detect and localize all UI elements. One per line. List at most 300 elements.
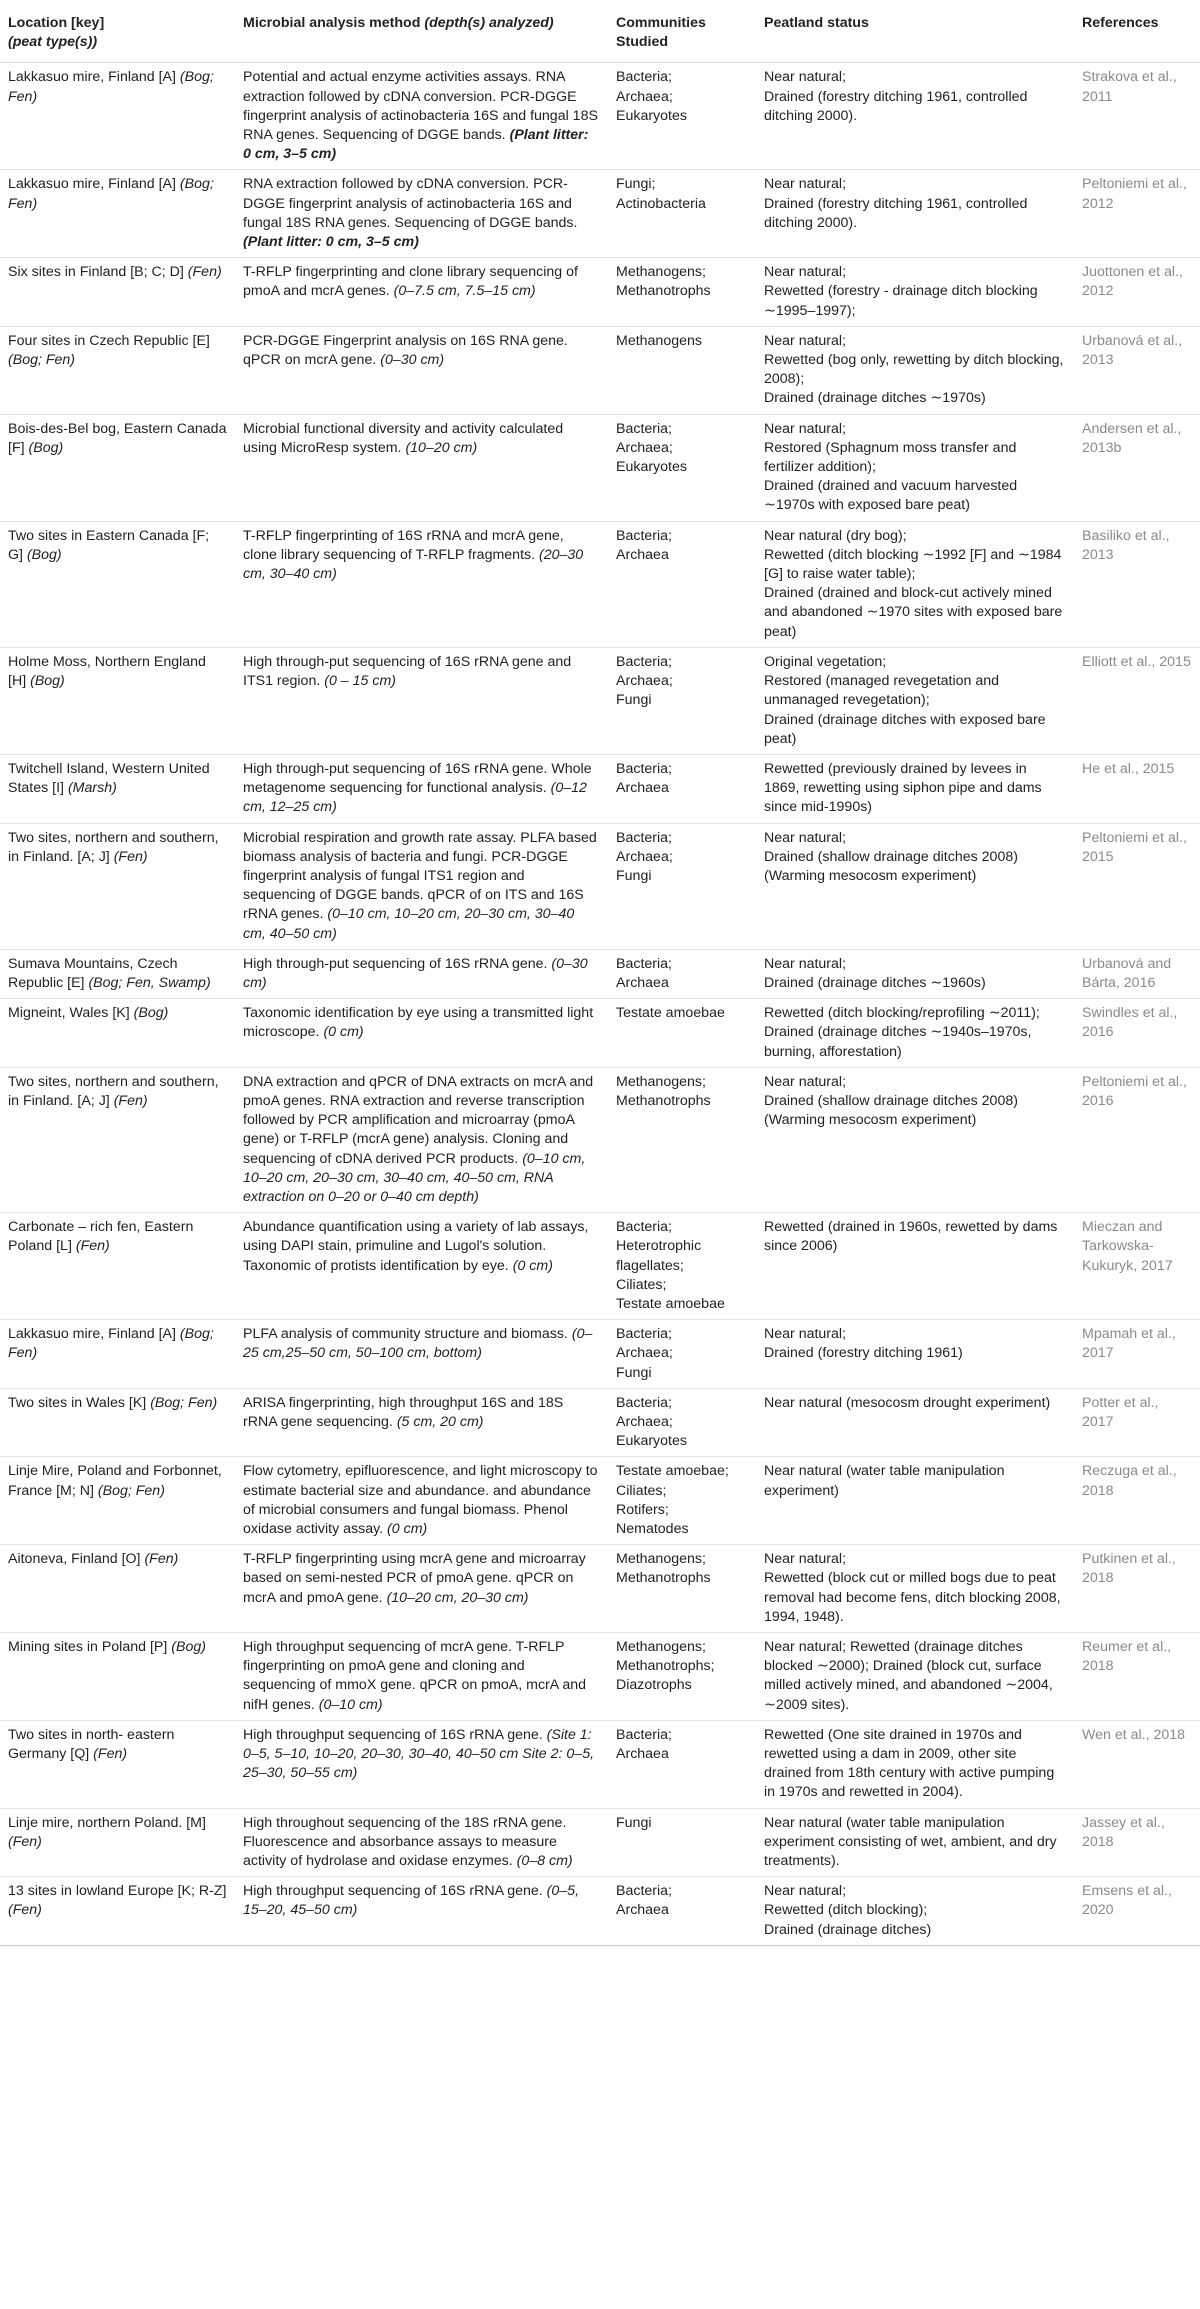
location-cell xyxy=(0,1213,235,1320)
table-row xyxy=(0,823,1200,949)
status-item: Drained (drained and block-cut actively mined and abandoned ∼1970 sites with exposed bare peat) xyxy=(764,585,1063,640)
peat-type: (Bog; Fen, Swamp) xyxy=(88,974,211,991)
method-cell xyxy=(235,521,608,647)
method-cell xyxy=(235,1545,608,1633)
header-method-sub: (depth(s) analyzed) xyxy=(424,15,554,31)
method-text: T-RFLP fingerprinting and clone library sequencing of pmoA and mcrA genes. xyxy=(243,264,578,300)
status-item: Near natural; xyxy=(764,264,847,281)
status-item: Rewetted (bog only, rewetting by ditch blocking, 2008); xyxy=(764,352,1064,388)
location-cell xyxy=(0,1633,235,1721)
community-item: Testate amoebae xyxy=(616,1295,725,1312)
method-cell xyxy=(235,1213,608,1320)
status-item: Near natural; xyxy=(764,829,847,846)
header-communities: Communities Studied xyxy=(608,0,756,63)
communities-cell xyxy=(608,999,756,1068)
method-cell xyxy=(235,1457,608,1545)
status-item: Near natural; xyxy=(764,955,847,972)
community-item: Bacteria; xyxy=(616,1326,672,1343)
location-text: Two sites, northern and southern, in Finland. [A; J] xyxy=(8,1073,219,1109)
status-cell xyxy=(756,414,1074,521)
peat-type: (Bog) xyxy=(26,546,62,563)
depth-text: (0–10 cm) xyxy=(318,1696,383,1713)
community-item: Fungi xyxy=(616,692,652,709)
table-row xyxy=(0,1720,1200,1808)
table-row xyxy=(0,1213,1200,1320)
communities-cell xyxy=(608,326,756,414)
peat-type: (Fen) xyxy=(8,1902,42,1919)
communities-cell xyxy=(608,1320,756,1389)
status-item: Drained (shallow drainage ditches 2008) xyxy=(764,848,1018,865)
location-cell xyxy=(0,1877,235,1946)
location-text: Two sites, northern and southern, in Finland. [A; J] xyxy=(8,829,219,865)
peat-type: (Marsh) xyxy=(67,780,117,797)
communities-cell xyxy=(608,1213,756,1320)
status-item: Near natural; xyxy=(764,1551,847,1568)
status-item: Drained (forestry ditching 1961) xyxy=(764,1345,963,1362)
community-item: Bacteria; xyxy=(616,653,672,670)
status-item: Restored (Sphagnum moss transfer and fertilizer addition); xyxy=(764,439,1017,476)
peat-type: (Fen) xyxy=(113,848,148,865)
location-cell xyxy=(0,1320,235,1389)
location-cell xyxy=(0,1545,235,1633)
community-item: Methanogens; xyxy=(616,264,706,281)
table-row xyxy=(0,170,1200,258)
status-cell xyxy=(756,1320,1074,1389)
status-cell xyxy=(756,1213,1074,1320)
peat-type: (Bog) xyxy=(171,1639,206,1656)
status-cell xyxy=(756,754,1074,823)
location-cell xyxy=(0,949,235,998)
status-item: Drained (forestry ditching 1961, controlled ditching 2000). xyxy=(764,195,1028,231)
status-item: Rewetted (One site drained in 1970s and rewetted using a dam in 2009, other site drained from 18th century with active pumping in 1970s and rewetted in 2004). xyxy=(764,1726,1055,1801)
location-text: Bois-des-Bel bog, Eastern Canada [F] xyxy=(8,420,227,456)
location-text: Carbonate – rich fen, Eastern Poland [L] xyxy=(8,1219,194,1255)
community-item: Bacteria; xyxy=(616,760,672,777)
location-cell xyxy=(0,1720,235,1808)
status-cell xyxy=(756,949,1074,998)
depth-text: (10–20 cm) xyxy=(405,439,478,456)
table-row xyxy=(0,326,1200,414)
method-cell xyxy=(235,1633,608,1721)
table-row xyxy=(0,1320,1200,1389)
method-text: DNA extraction and qPCR of DNA extracts on mcrA and pmoA genes. RNA extraction and reverse transcription followed by PCR amplification and microarray (pmoA gene) or T-RFLP (mcrA gene) analysis. Cloning and sequencing of cDNA derived PCR products. xyxy=(243,1073,594,1167)
method-text: T-RFLP fingerprinting of 16S rRNA and mcrA gene, clone library sequencing of T-RFLP fragments. xyxy=(243,527,564,563)
communities-cell xyxy=(608,754,756,823)
method-cell xyxy=(235,170,608,258)
status-item: Original vegetation; xyxy=(764,653,887,670)
method-text: PLFA analysis of community structure and biomass. xyxy=(243,1326,568,1343)
header-location xyxy=(0,0,235,63)
community-item: Archaea xyxy=(616,1902,669,1919)
method-text: Microbial respiration and growth rate assay. PLFA based biomass analysis of bacteria and fungi. PCR-DGGE fingerprint analysis of fungal ITS1 region and sequencing of DGGE bands. qPCR of on ITS and 16S rRNA genes. xyxy=(243,829,597,923)
community-item: Methanogens xyxy=(616,332,702,349)
community-item: Fungi xyxy=(616,1814,652,1831)
header-location-label: Location [key] xyxy=(8,15,105,31)
location-cell xyxy=(0,823,235,949)
table-row xyxy=(0,999,1200,1068)
depth-text: (Site 1: 0–5, 5–10, 10–20, 20–30, 30–40, 40–50 cm Site 2: 0–5, 25–30, 50–55 cm) xyxy=(243,1726,595,1782)
community-item: Rotifers; xyxy=(616,1501,669,1518)
reference-link[interactable]: Reczuga et al., 2018 xyxy=(1074,1457,1200,1545)
method-cell xyxy=(235,326,608,414)
reference-link[interactable]: Urbanová and Bárta, 2016 xyxy=(1074,949,1200,998)
table-row xyxy=(0,414,1200,521)
location-text: Holme Moss, Northern England [H] xyxy=(8,653,206,690)
reference-link[interactable]: Andersen et al., 2013b xyxy=(1074,414,1200,521)
method-cell xyxy=(235,414,608,521)
depth-text: (Plant litter: 0 cm, 3–5 cm) xyxy=(243,234,419,251)
peat-type: (Fen) xyxy=(144,1551,179,1568)
reference-link[interactable]: Basiliko et al., 2013 xyxy=(1074,521,1200,647)
community-item: Archaea; xyxy=(616,439,673,456)
peat-type: (Bog; Fen) xyxy=(8,176,214,212)
reference-link[interactable]: Putkinen et al., 2018 xyxy=(1074,1545,1200,1633)
status-cell xyxy=(756,521,1074,647)
reference-link[interactable]: Strakova et al., 2011 xyxy=(1074,63,1200,170)
communities-cell xyxy=(608,1545,756,1633)
method-text: Abundance quantification using a variety of lab assays, using DAPI stain, primuline and Lugol's solution. Taxonomic of protists identification by eye. xyxy=(243,1219,589,1274)
reference-link[interactable]: Peltoniemi et al., 2012 xyxy=(1074,170,1200,258)
method-cell xyxy=(235,63,608,170)
status-item: Drained (drainage ditches ∼1970s) xyxy=(764,390,986,407)
header-references: References xyxy=(1074,0,1200,63)
method-cell xyxy=(235,949,608,998)
community-item: Eukaryotes xyxy=(616,459,687,476)
table-row xyxy=(0,63,1200,170)
method-cell xyxy=(235,1720,608,1808)
status-item: Rewetted (previously drained by levees in 1869, rewetting using siphon pipe and dams since mid-1990s) xyxy=(764,760,1042,816)
status-cell xyxy=(756,823,1074,949)
status-item: Near natural (mesocosm drought experiment) xyxy=(764,1394,1051,1411)
community-item: Bacteria; xyxy=(616,1219,672,1236)
status-item: Rewetted (drained in 1960s, rewetted by dams since 2006) xyxy=(764,1219,1058,1255)
communities-cell xyxy=(608,647,756,754)
method-text: Microbial functional diversity and activity calculated using MicroResp system. xyxy=(243,420,564,456)
location-text: Sumava Mountains, Czech Republic [E] xyxy=(8,955,178,991)
depth-text: (0–8 cm) xyxy=(516,1853,573,1870)
status-item: Rewetted (block cut or milled bogs due to peat removal had become fens, ditch blocking 2008, 1994, 1948). xyxy=(764,1570,1061,1625)
method-text: High through-put sequencing of 16S rRNA gene. Whole metagenome sequencing for functional analysis. xyxy=(243,760,592,797)
community-item: Fungi; xyxy=(616,176,656,193)
status-item: Rewetted (ditch blocking ∼1992 [F] and ∼1984 [G] to raise water table); xyxy=(764,546,1062,583)
community-item: Ciliates; xyxy=(616,1482,667,1499)
community-item: Bacteria; xyxy=(616,1394,672,1411)
location-text: Mining sites in Poland [P] xyxy=(8,1639,168,1656)
status-cell xyxy=(756,647,1074,754)
reference-link[interactable]: Reumer et al., 2018 xyxy=(1074,1633,1200,1721)
method-text: Taxonomic identification by eye using a transmitted light microscope. xyxy=(243,1005,594,1041)
communities-cell xyxy=(608,170,756,258)
location-text: Two sites in Wales [K] xyxy=(8,1394,147,1411)
reference-link[interactable]: He et al., 2015 xyxy=(1074,754,1200,823)
header-method xyxy=(235,0,608,63)
depth-text: (0–25 cm,25–50 cm, 50–100 cm, bottom) xyxy=(243,1326,593,1362)
depth-text: (0–30 cm) xyxy=(243,955,588,991)
community-item: Testate amoebae; xyxy=(616,1463,729,1480)
method-cell xyxy=(235,1808,608,1877)
communities-cell xyxy=(608,1720,756,1808)
depth-text: (20–30 cm, 30–40 cm) xyxy=(243,546,584,583)
location-text: Lakkasuo mire, Finland [A] xyxy=(8,176,176,193)
peat-type: (Fen) xyxy=(187,264,222,281)
location-cell xyxy=(0,999,235,1068)
method-text: PCR-DGGE Fingerprint analysis on 16S RNA gene. qPCR on mcrA gene. xyxy=(243,332,568,369)
reference-link[interactable]: Wen et al., 2018 xyxy=(1074,1720,1200,1808)
header-status: Peatland status xyxy=(756,0,1074,63)
method-text: Potential and actual enzyme activities assays. RNA extraction followed by cDNA conversion. PCR-DGGE fingerprint analysis of actinobacteria 16S and fungal 18S RNA genes. Sequencing of DGGE bands. xyxy=(243,69,598,144)
community-item: Methanogens; xyxy=(616,1551,706,1568)
method-text: High through-put sequencing of 16S rRNA gene and ITS1 region. xyxy=(243,653,572,690)
peat-type: (Bog) xyxy=(133,1005,169,1022)
community-item: Methanotrophs xyxy=(616,1570,711,1587)
depth-text: (0–30 cm) xyxy=(380,352,445,369)
status-item: (Warming mesocosm experiment) xyxy=(764,867,977,884)
community-item: Methanotrophs xyxy=(616,283,711,300)
reference-link[interactable]: Jassey et al., 2018 xyxy=(1074,1808,1200,1877)
reference-link[interactable]: Peltoniemi et al., 2015 xyxy=(1074,823,1200,949)
depth-text: (0–5, 15–20, 45–50 cm) xyxy=(243,1883,580,1919)
reference-link[interactable]: Urbanová et al., 2013 xyxy=(1074,326,1200,414)
community-item: Methanogens; xyxy=(616,1639,706,1656)
location-cell xyxy=(0,414,235,521)
community-item: Bacteria; xyxy=(616,829,672,846)
location-text: 13 sites in lowland Europe [K; R-Z] xyxy=(8,1883,227,1900)
method-cell xyxy=(235,1320,608,1389)
status-cell xyxy=(756,1877,1074,1946)
status-item: Near natural; xyxy=(764,1073,847,1090)
status-item: Near natural; xyxy=(764,69,847,86)
community-item: Ciliates; xyxy=(616,1276,667,1293)
depth-text: (0–10 cm, 10–20 cm, 20–30 cm, 30–40 cm, 40–50 cm) xyxy=(243,906,575,942)
peat-type: (Fen) xyxy=(93,1746,128,1763)
community-item: Archaea xyxy=(616,1746,669,1763)
status-item: Drained (drainage ditches ∼1960s) xyxy=(764,974,986,991)
reference-link[interactable]: Mieczan and Tarkowska-Kukuryk, 2017 xyxy=(1074,1213,1200,1320)
status-item: Drained (drained and vacuum harvested ∼1970s with exposed bare peat) xyxy=(764,478,1018,514)
community-item: Bacteria; xyxy=(616,420,672,437)
depth-text: (5 cm, 20 cm) xyxy=(396,1414,484,1430)
table-body xyxy=(0,63,1200,1945)
location-cell xyxy=(0,258,235,327)
community-item: Archaea xyxy=(616,546,669,563)
status-item: Drained (forestry ditching 1961, controlled ditching 2000). xyxy=(764,88,1028,124)
communities-cell xyxy=(608,1808,756,1877)
location-text: Four sites in Czech Republic [E] xyxy=(8,332,210,349)
communities-cell xyxy=(608,949,756,998)
table-row xyxy=(0,1388,1200,1457)
location-cell xyxy=(0,1457,235,1545)
community-item: Nematodes xyxy=(616,1521,689,1538)
status-item: Near natural; xyxy=(764,332,847,349)
peat-type: (Bog) xyxy=(30,673,65,690)
community-item: Testate amoebae xyxy=(616,1005,725,1022)
table-row xyxy=(0,1545,1200,1633)
location-cell xyxy=(0,326,235,414)
status-cell xyxy=(756,1545,1074,1633)
location-cell xyxy=(0,1067,235,1212)
status-item: Drained (shallow drainage ditches 2008) xyxy=(764,1092,1018,1109)
location-text: Linje Mire, Poland and Forbonnet, France [M; N] xyxy=(8,1463,222,1499)
peat-type: (Bog; Fen) xyxy=(8,69,214,105)
method-cell xyxy=(235,754,608,823)
table-row xyxy=(0,1067,1200,1212)
reference-link[interactable]: Swindles et al., 2016 xyxy=(1074,999,1200,1068)
status-cell xyxy=(756,999,1074,1068)
location-cell xyxy=(0,170,235,258)
method-text: ARISA fingerprinting, high throughput 16S and 18S rRNA gene sequencing. xyxy=(243,1394,564,1430)
status-cell xyxy=(756,1808,1074,1877)
communities-cell xyxy=(608,1457,756,1545)
header-row xyxy=(0,0,1200,63)
community-item: Archaea; xyxy=(616,1414,673,1430)
depth-text: (0 cm) xyxy=(323,1024,364,1041)
community-item: Fungi xyxy=(616,867,652,884)
community-item: Fungi xyxy=(616,1364,652,1381)
community-item: Archaea xyxy=(616,974,669,991)
method-cell xyxy=(235,258,608,327)
method-cell xyxy=(235,1877,608,1946)
method-cell xyxy=(235,999,608,1068)
reference-link[interactable]: Potter et al., 2017 xyxy=(1074,1388,1200,1457)
community-item: Bacteria; xyxy=(616,527,672,544)
community-item: Archaea; xyxy=(616,848,673,865)
status-item: Rewetted (ditch blocking/reprofiling ∼2011); Drained (drainage ditches ∼1940s–1970s, burning, afforestation) xyxy=(764,1005,1040,1060)
reference-link[interactable]: Emsens et al., 2020 xyxy=(1074,1877,1200,1946)
community-item: Archaea; xyxy=(616,1345,673,1362)
method-text: Flow cytometry, epifluorescence, and light microscopy to estimate bacterial size and abundance. and abundance of microbial consumers and fungal biomass. Phenol oxidase activity assay. xyxy=(243,1463,598,1538)
status-cell xyxy=(756,170,1074,258)
status-cell xyxy=(756,1457,1074,1545)
status-cell xyxy=(756,63,1074,170)
depth-text: (0 – 15 cm) xyxy=(324,673,396,690)
header-method-label: Microbial analysis method xyxy=(243,15,421,31)
table-row xyxy=(0,258,1200,327)
depth-text: (0 cm) xyxy=(387,1521,428,1538)
location-cell xyxy=(0,647,235,754)
status-item: Rewetted (ditch blocking); xyxy=(764,1902,928,1919)
community-item: Diazotrophs xyxy=(616,1677,692,1694)
status-item: Near natural; Rewetted (drainage ditches blocked ∼2000); Drained (block cut, surface milled actively mined, and abandoned ∼2004, ∼2009 sites). xyxy=(764,1639,1053,1713)
status-item: Near natural (water table manipulation experiment consisting of wet, ambient, and dry treatments). xyxy=(764,1814,1057,1870)
status-cell xyxy=(756,258,1074,327)
reference-link[interactable]: Elliott et al., 2015 xyxy=(1074,647,1200,754)
communities-cell xyxy=(608,63,756,170)
peat-type: (Fen) xyxy=(113,1092,148,1109)
reference-link[interactable]: Peltoniemi et al., 2016 xyxy=(1074,1067,1200,1212)
reference-link[interactable]: Mpamah et al., 2017 xyxy=(1074,1320,1200,1389)
community-item: Archaea; xyxy=(616,88,673,105)
location-text: Linje mire, northern Poland. [M] xyxy=(8,1814,206,1831)
community-item: Eukaryotes xyxy=(616,107,687,124)
location-cell xyxy=(0,1808,235,1877)
method-text: High throughout sequencing of the 18S rRNA gene. Fluorescence and absorbance assays to measure activity of hydrolase and oxidase enzymes. xyxy=(243,1814,567,1870)
community-item: Archaea xyxy=(616,780,669,797)
status-item: Near natural; xyxy=(764,1326,847,1343)
peat-type: (Bog; Fen) xyxy=(97,1482,165,1499)
method-cell xyxy=(235,647,608,754)
status-item: Drained (drainage ditches with exposed bare peat) xyxy=(764,711,1046,747)
depth-text: (0 cm) xyxy=(512,1257,553,1274)
location-text: Two sites in Eastern Canada [F; G] xyxy=(8,527,210,563)
header-location-sub: (peat type(s)) xyxy=(8,34,98,51)
status-item: Restored (managed revegetation and unmanaged revegetation); xyxy=(764,673,1000,709)
status-cell xyxy=(756,1067,1074,1212)
community-item: Bacteria; xyxy=(616,1726,672,1743)
communities-cell xyxy=(608,1633,756,1721)
status-item: Near natural (water table manipulation experiment) xyxy=(764,1463,1005,1499)
community-item: Archaea; xyxy=(616,673,673,690)
status-cell xyxy=(756,326,1074,414)
community-item: Heterotrophic flagellates; xyxy=(616,1238,702,1274)
peat-type: (Fen) xyxy=(8,1833,42,1850)
peat-type: (Bog; Fen) xyxy=(8,352,76,369)
location-text: Two sites in north- eastern Germany [Q] xyxy=(8,1726,175,1763)
community-item: Bacteria; xyxy=(616,955,672,972)
status-item: Near natural; xyxy=(764,176,847,193)
community-item: Bacteria; xyxy=(616,1883,672,1900)
method-text: High throughput sequencing of 16S rRNA gene. xyxy=(243,1883,543,1900)
table-row xyxy=(0,1633,1200,1721)
status-item: (Warming mesocosm experiment) xyxy=(764,1112,977,1129)
status-item: Near natural; xyxy=(764,1883,847,1900)
location-cell xyxy=(0,521,235,647)
method-cell xyxy=(235,1388,608,1457)
communities-cell xyxy=(608,414,756,521)
location-text: Six sites in Finland [B; C; D] xyxy=(8,264,184,281)
depth-text: (0–12 cm, 12–25 cm) xyxy=(243,780,587,816)
peat-type: (Bog; Fen) xyxy=(8,1326,214,1362)
table-row xyxy=(0,647,1200,754)
community-item: Eukaryotes xyxy=(616,1433,687,1450)
community-item: Methanotrophs; xyxy=(616,1658,715,1675)
status-cell xyxy=(756,1633,1074,1721)
communities-cell xyxy=(608,823,756,949)
method-text: RNA extraction followed by cDNA conversion. PCR-DGGE fingerprint analysis of actinobacteria 16S and fungal 18S RNA genes. Sequencing of DGGE bands. xyxy=(243,176,578,231)
location-cell xyxy=(0,754,235,823)
reference-link[interactable]: Juottonen et al., 2012 xyxy=(1074,258,1200,327)
location-text: Migneint, Wales [K] xyxy=(8,1005,130,1022)
table-row xyxy=(0,521,1200,647)
communities-cell xyxy=(608,258,756,327)
communities-cell xyxy=(608,1877,756,1946)
table-row xyxy=(0,754,1200,823)
table-row xyxy=(0,1877,1200,1946)
community-item: Bacteria; xyxy=(616,69,672,86)
peat-type: (Fen) xyxy=(75,1238,110,1255)
depth-text: (0–7.5 cm, 7.5–15 cm) xyxy=(393,283,536,300)
method-text: High throughput sequencing of mcrA gene. T-RFLP fingerprinting on pmoA gene and cloning and sequencing of mmoX gene. qPCR on pmoA, mcrA and nifH genes. xyxy=(243,1639,587,1713)
method-cell xyxy=(235,1067,608,1212)
community-item: Actinobacteria xyxy=(616,195,706,212)
depth-text: (Plant litter: 0 cm, 3–5 cm) xyxy=(243,127,589,163)
status-item: Drained (drainage ditches) xyxy=(764,1921,932,1938)
table-row xyxy=(0,1808,1200,1877)
status-item: Near natural (dry bog); xyxy=(764,527,907,544)
status-item: Rewetted (forestry - drainage ditch blocking ∼1995–1997); xyxy=(764,283,1038,319)
location-text: Lakkasuo mire, Finland [A] xyxy=(8,69,176,86)
location-text: Twitchell Island, Western United States [I] xyxy=(8,760,210,797)
table-row xyxy=(0,949,1200,998)
communities-cell xyxy=(608,521,756,647)
peat-type: (Bog) xyxy=(28,439,64,456)
method-text: High throughput sequencing of 16S rRNA gene. xyxy=(243,1726,543,1743)
status-cell xyxy=(756,1388,1074,1457)
peat-type: (Bog; Fen) xyxy=(150,1394,218,1411)
location-cell xyxy=(0,1388,235,1457)
location-text: Lakkasuo mire, Finland [A] xyxy=(8,1326,176,1343)
communities-cell xyxy=(608,1388,756,1457)
depth-text: (10–20 cm, 20–30 cm) xyxy=(386,1589,529,1606)
